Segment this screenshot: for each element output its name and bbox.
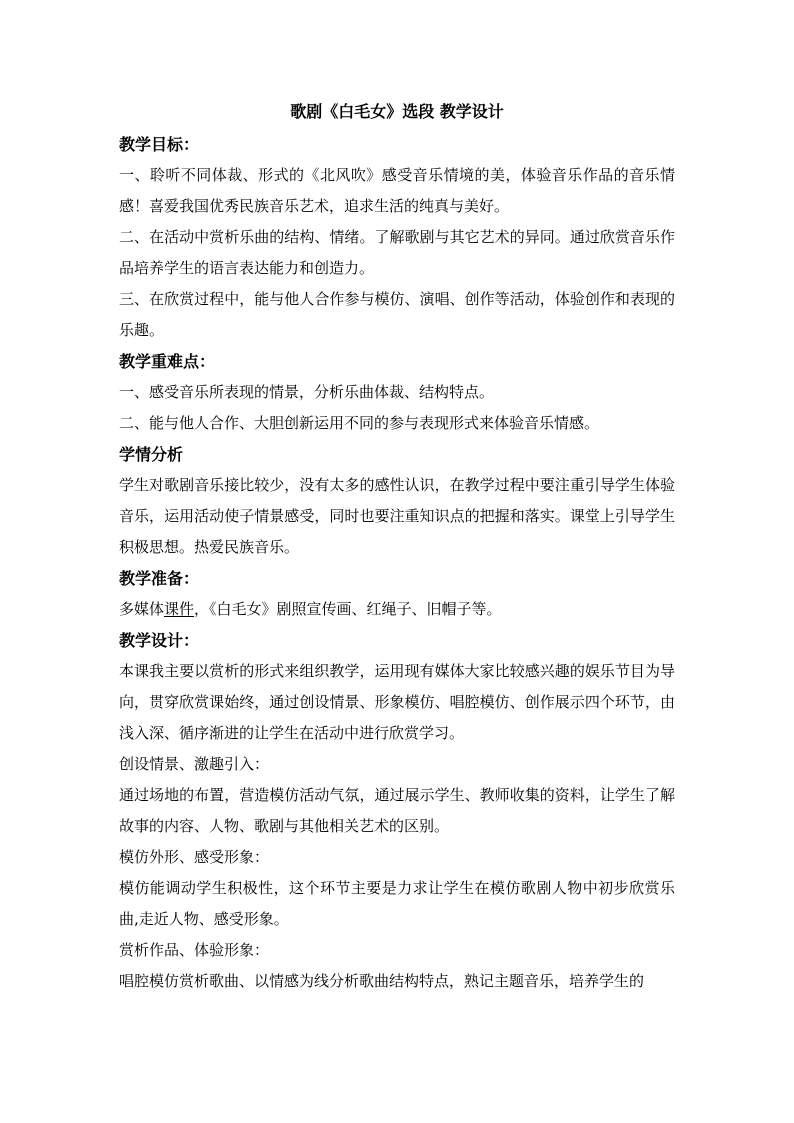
design-step1-text: 通过场地的布置，营造模仿活动气氛，通过展示学生、教师收集的资料，让学生了解故事的内容、人物、歌剧与其他相关艺术的区别。 — [119, 786, 675, 835]
design-step1-label: 创设情景、激趣引入： — [119, 755, 270, 773]
analysis-text: 学生对歌剧音乐接比较少，没有太多的感性认识，在教学过程中要注重引导学生体验音乐，运用活动使子情景感受，同时也要注重知识点的把握和落实。课堂上引导学生积极思想。热爱民族音乐。 — [119, 476, 675, 556]
objective-item-1: 一、聆听不同体裁、形式的《北风吹》感受音乐情境的美，体验音乐作品的音乐情感！喜爱我国优秀民族音乐艺术，追求生活的纯真与美好。 — [119, 166, 675, 215]
design-step3-text: 唱腔模仿赏析歌曲、以情感为线分析歌曲结构特点，熟记主题音乐，培养学生的 — [119, 972, 645, 990]
objective-item-3: 三、在欣赏过程中，能与他人合作参与模仿、演唱、创作等活动，体验创作和表现的乐趣。 — [119, 290, 675, 339]
design-step3-label: 赏析作品、体验形象： — [119, 941, 270, 959]
design-intro: 本课我主要以赏析的形式来组织教学，运用现有媒体大家比较感兴趣的娱乐节目为导向，贯穿欣赏课始终，通过创设情景、形象模仿、唱腔模仿、创作展示四个环节，由浅入深、循序渐进的让学生在活动中进行欣赏学习。 — [119, 662, 675, 742]
analysis-heading: 学情分析 — [119, 445, 184, 464]
preparation-text — [119, 594, 675, 625]
design-step2-label: 模仿外形、感受形象： — [119, 848, 270, 866]
preparation-prefix: 多媒体 — [119, 600, 165, 618]
document-title: 歌剧《白毛女》选段 教学设计 — [290, 102, 504, 121]
key-point-item-1: 一、感受音乐所表现的情景，分析乐曲体裁、结构特点。 — [119, 383, 495, 401]
key-points-heading: 教学重难点： — [119, 352, 216, 371]
objectives-heading: 教学目标： — [119, 135, 200, 154]
document-page — [119, 101, 675, 997]
courseware-link[interactable]: 课件 — [164, 600, 195, 618]
key-point-item-2: 二、能与他人合作、大胆创新运用不同的参与表现形式来体验音乐情感。 — [119, 414, 600, 432]
objective-item-2: 二、在活动中赏析乐曲的结构、情绪。了解歌剧与其它艺术的异同。通过欣赏音乐作品培养学生的语言表达能力和创造力。 — [119, 228, 675, 277]
preparation-suffix: ，《白毛女》剧照宣传画、红绳子、旧帽子等。 — [194, 600, 502, 618]
preparation-heading: 教学准备： — [119, 569, 200, 588]
design-step2-text: 模仿能调动学生积极性，这个环节主要是力求让学生在模仿歌剧人物中初步欣赏乐曲,走近人物、感受形象。 — [119, 879, 675, 928]
design-heading: 教学设计： — [119, 631, 200, 650]
